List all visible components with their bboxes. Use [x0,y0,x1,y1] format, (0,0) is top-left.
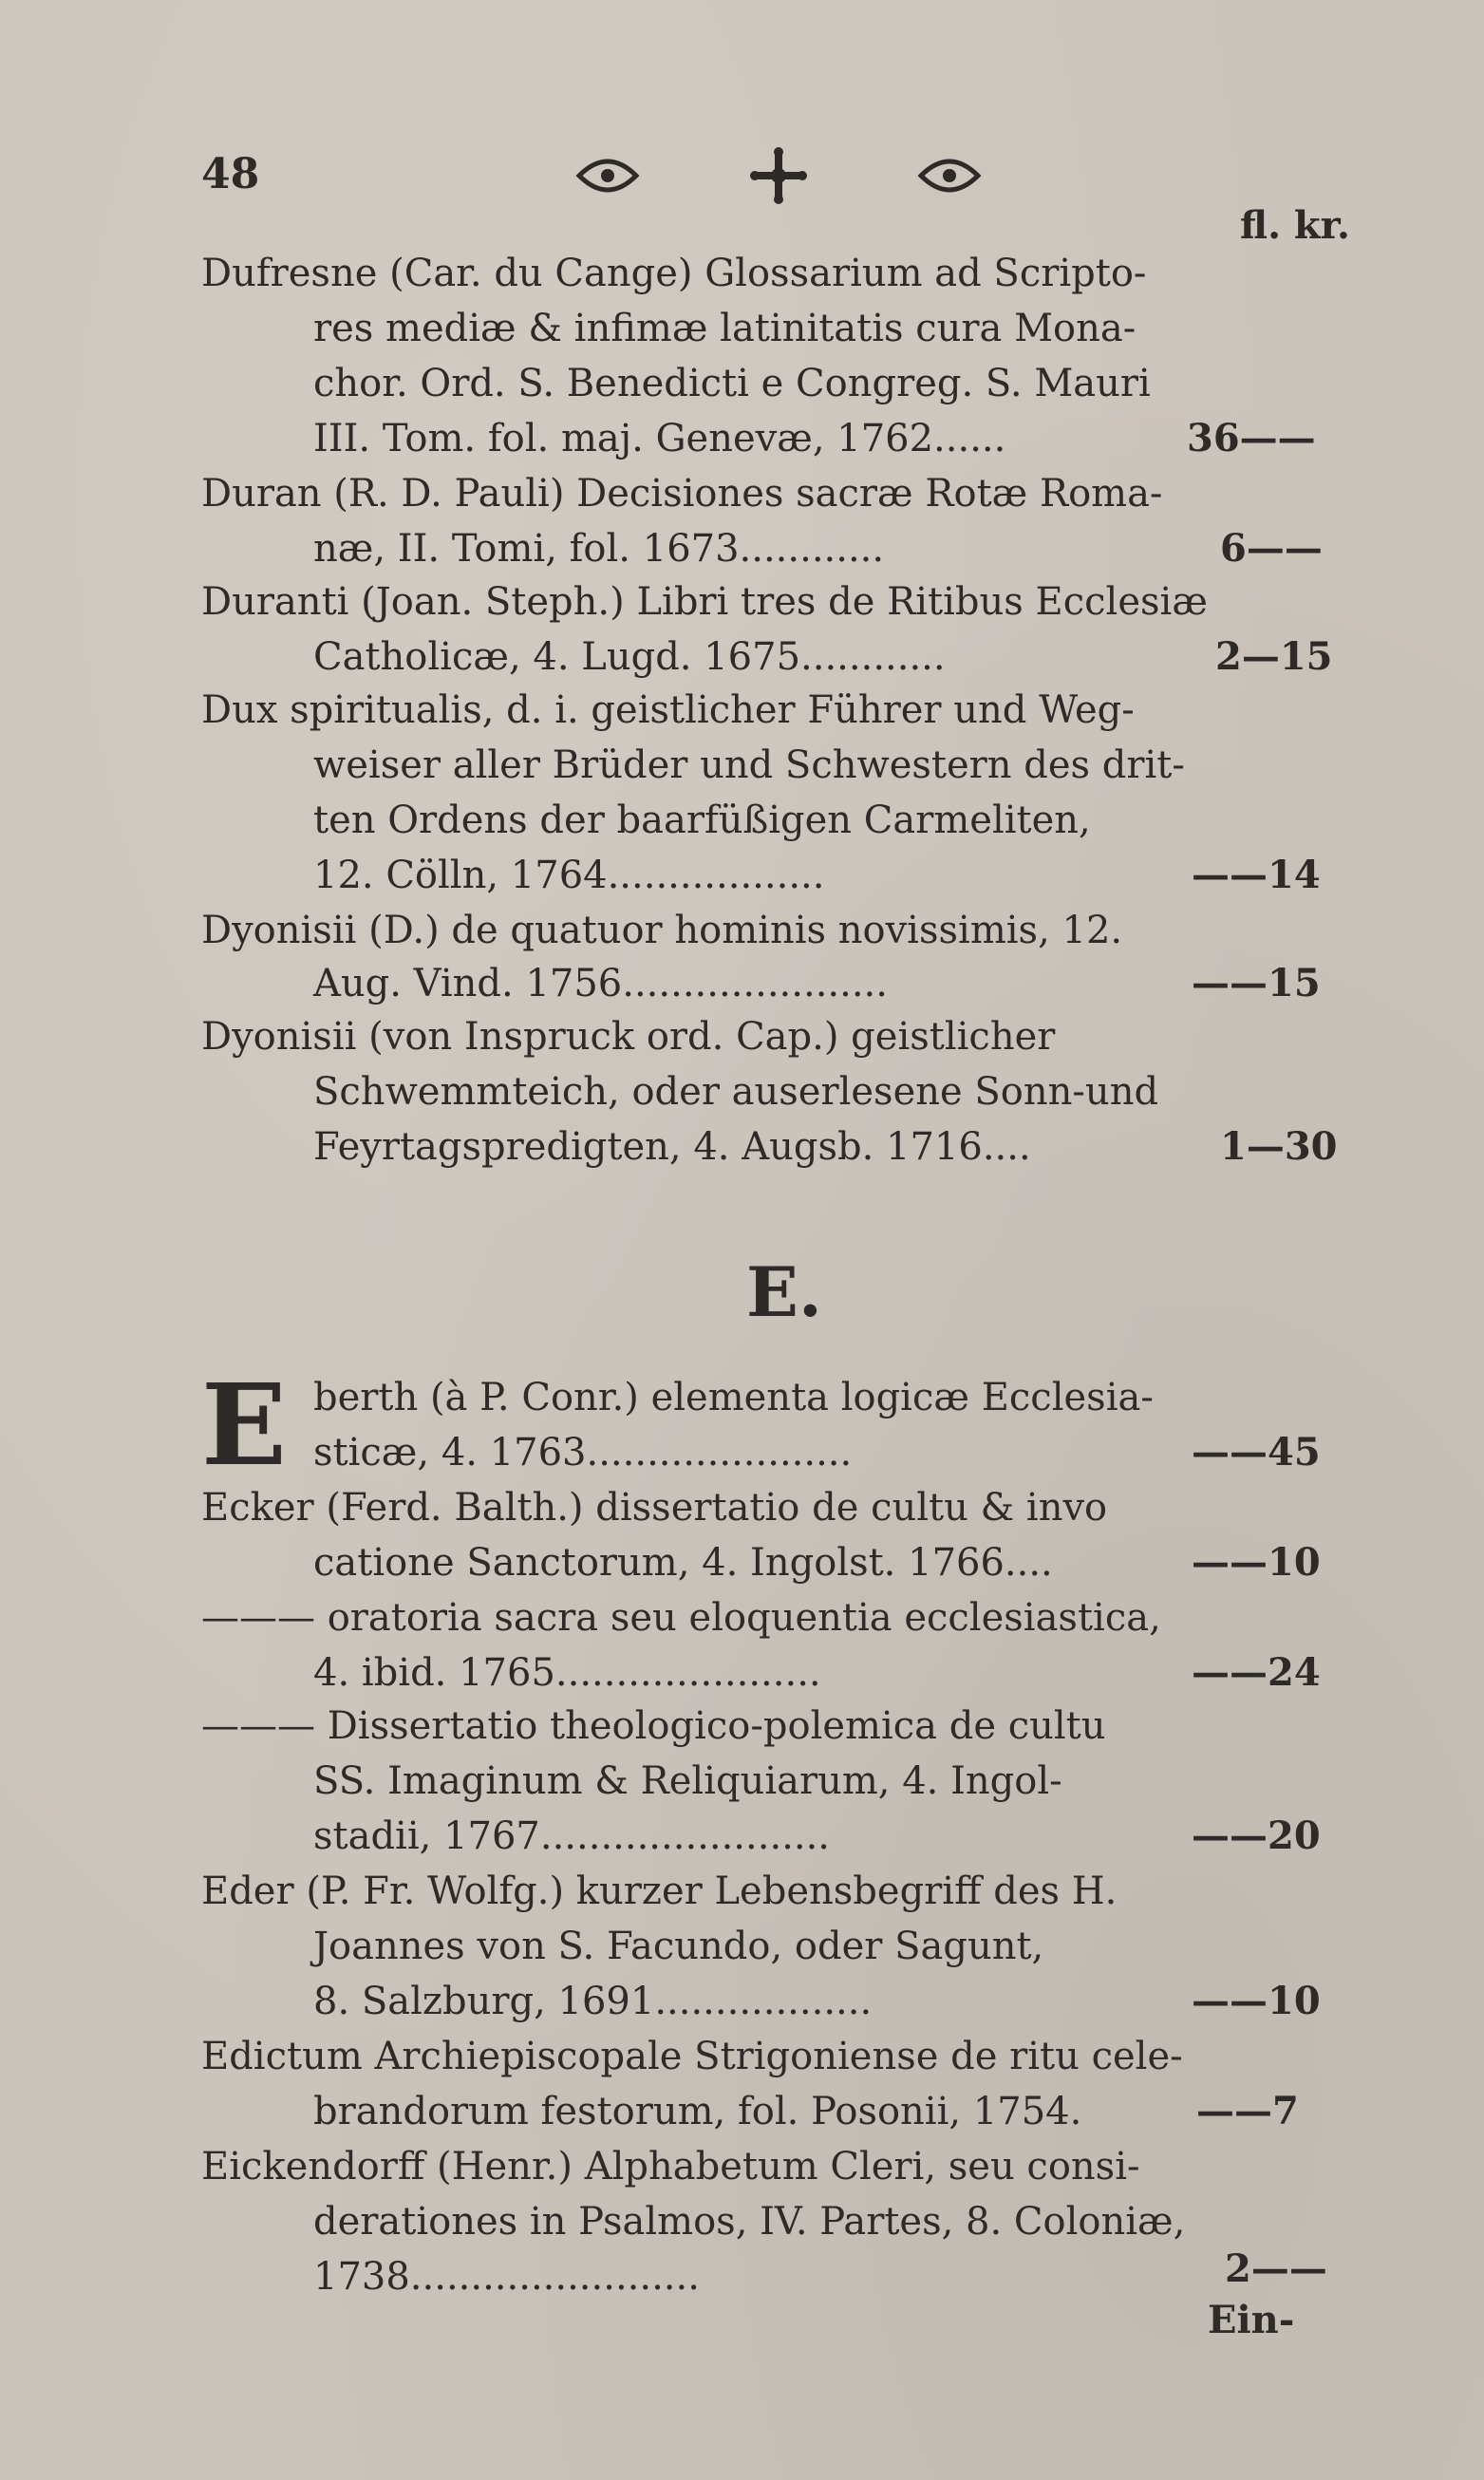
section-heading: E. [746,1251,822,1332]
entry-line: weiser aller Brüder und Schwestern des drit- [313,743,1185,787]
entry-line: Feyrtagspredigten, 4. Augsb. 1716.... [313,1125,1031,1169]
printer-ornament-icon [570,142,987,209]
entry-line: 8. Salzburg, 1691.................. [313,1980,873,2023]
entry-line: Dyonisii (von Inspruck ord. Cap.) geistlicher [201,1015,1056,1059]
entry-line: 12. Cölln, 1764.................. [313,854,825,897]
entry-line: III. Tom. fol. maj. Genevæ, 1762...... [313,417,1006,460]
entry-line: Ecker (Ferd. Balth.) dissertatio de cultu & invo [201,1486,1108,1530]
entry-line: Joannes von S. Facundo, oder Sagunt, [313,1925,1044,1968]
page-number: 48 [201,150,260,198]
entry-line: Edictum Archiepiscopale Strigoniense de ritu cele- [201,2035,1183,2078]
drop-cap: E [201,1359,287,1491]
entry-line: ——— oratoria sacra seu eloquentia ecclesiastica, [201,1596,1161,1640]
entry-price: ——15 [1192,961,1321,1005]
entry-price: ——20 [1192,1813,1321,1858]
entry-line: Schwemmteich, oder auserlesene Sonn-und [313,1070,1159,1114]
entry-line: Dux spiritualis, d. i. geistlicher Führer und Weg- [201,688,1135,732]
entry-line: derationes in Psalmos, IV. Partes, 8. Coloniæ, [313,2200,1186,2244]
entry-price: 2—— [1225,2246,1327,2291]
entry-line: Eder (P. Fr. Wolfg.) kurzer Lebensbegriff des H. [201,1869,1118,1913]
entry-line: SS. Imaginum & Reliquiarum, 4. Ingol- [313,1759,1062,1803]
entry-price: 1—30 [1220,1124,1338,1169]
entry-line: Dyonisii (D.) de quatuor hominis novissimis, 12. [201,909,1123,952]
column-header-currency: fl. kr. [1240,203,1350,248]
entry-line: sticæ, 4. 1763...................... [313,1431,853,1475]
entry-line: catione Sanctorum, 4. Ingolst. 1766.... [313,1541,1053,1585]
entry-line: stadii, 1767........................ [313,1814,831,1858]
entry-price: ——7 [1196,2089,1299,2133]
entry-line: 1738........................ [313,2255,700,2299]
entry-line: Eickendorff (Henr.) Alphabetum Cleri, seu consi- [201,2145,1140,2189]
entry-price: 2—15 [1215,634,1333,679]
entry-price: ——24 [1192,1650,1321,1695]
entry-line: Catholicæ, 4. Lugd. 1675............ [313,635,946,679]
entry-line: ——— Dissertatio theologico-polemica de cultu [201,1704,1106,1748]
entry-price: ——14 [1192,853,1321,897]
entry-line: brandorum festorum, fol. Posonii, 1754. [313,2090,1082,2133]
entry-price: 36—— [1187,416,1316,460]
entry-line: ten Ordens der baarfüßigen Carmeliten, [313,798,1091,842]
entry-line: 4. ibid. 1765...................... [313,1651,821,1695]
entry-line: Duran (R. D. Pauli) Decisiones sacræ Rotæ Roma- [201,472,1163,516]
entry-line: Duranti (Joan. Steph.) Libri tres de Ritibus Ecclesiæ [201,580,1208,624]
entry-price: ——45 [1192,1430,1321,1475]
entry-line: Dufresne (Car. du Cange) Glossarium ad Scripto- [201,252,1147,295]
entry-line: chor. Ord. S. Benedicti e Congreg. S. Mauri [313,362,1151,405]
entry-price: 6—— [1220,526,1323,571]
entry-line: Aug. Vind. 1756...................... [313,962,888,1005]
entry-price: ——10 [1192,1979,1321,2023]
entry-line: res mediæ & infimæ latinitatis cura Mona- [313,307,1136,350]
entry-line: næ, II. Tomi, fol. 1673............ [313,527,885,571]
entry-price: ——10 [1192,1540,1321,1585]
entry-line: berth (à P. Conr.) elementa logicæ Ecclesia- [313,1376,1154,1419]
catchword: Ein- [1208,2298,1295,2342]
